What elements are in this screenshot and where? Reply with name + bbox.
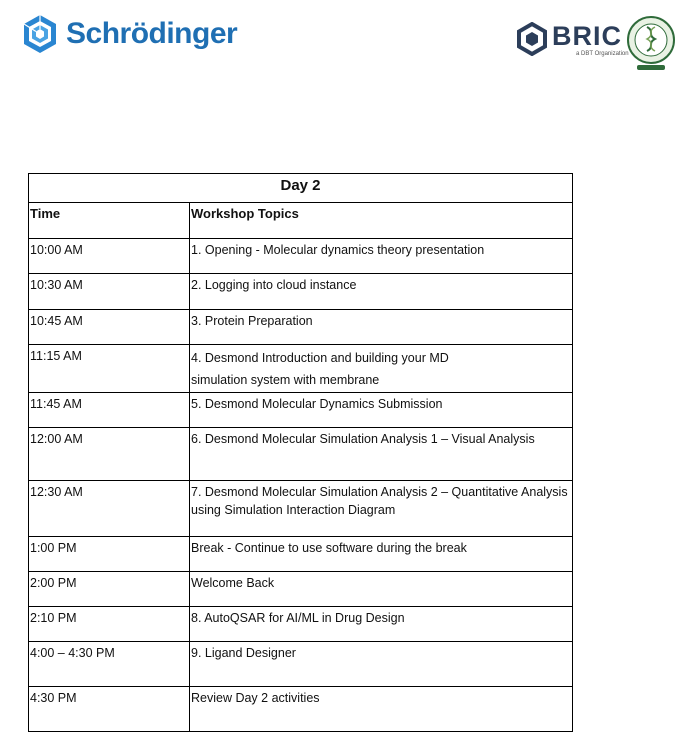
topic-cell: 8. AutoQSAR for AI/ML in Drug Design <box>190 607 573 642</box>
day-2-schedule-table <box>28 173 573 732</box>
time-cell: 12:00 AM <box>29 428 190 481</box>
institute-seal-icon <box>627 13 675 73</box>
table-row <box>29 642 573 687</box>
table-row <box>29 481 573 537</box>
table-row <box>29 537 573 572</box>
schrodinger-hexagon-icon <box>22 14 58 54</box>
topic-cell: 2. Logging into cloud instance <box>190 274 573 310</box>
time-cell: 2:10 PM <box>29 607 190 642</box>
table-header-row <box>29 203 573 239</box>
table-row <box>29 274 573 310</box>
schrodinger-logo <box>22 14 237 54</box>
time-cell: 1:00 PM <box>29 537 190 572</box>
table-row <box>29 345 573 393</box>
topic-cell: Welcome Back <box>190 572 573 607</box>
topic-cell: 4. Desmond Introduction and building your MD simulation system with membrane <box>190 345 573 393</box>
bric-logo <box>516 22 629 58</box>
bric-subtitle: a DBT Organization <box>576 51 629 57</box>
time-cell: 11:45 AM <box>29 393 190 428</box>
day-title: Day 2 <box>29 174 573 203</box>
bric-wordmark: BRIC <box>552 21 622 51</box>
time-cell: 4:00 – 4:30 PM <box>29 642 190 687</box>
topic-cell: Review Day 2 activities <box>190 687 573 732</box>
topic-cell: 7. Desmond Molecular Simulation Analysis 2 – Quantitative Analysis using Simulation Interaction Diagram <box>190 481 573 537</box>
schrodinger-wordmark: Schrödinger <box>66 17 238 50</box>
table-row <box>29 393 573 428</box>
time-cell: 10:45 AM <box>29 310 190 345</box>
time-cell: 10:00 AM <box>29 239 190 274</box>
topics-column-header: Workshop Topics <box>190 203 573 239</box>
table-row <box>29 310 573 345</box>
topic-cell: 5. Desmond Molecular Dynamics Submission <box>190 393 573 428</box>
topic-cell: Break - Continue to use software during the break <box>190 537 573 572</box>
topic-cell: 6. Desmond Molecular Simulation Analysis 1 – Visual Analysis <box>190 428 573 481</box>
table-row <box>29 607 573 642</box>
time-cell: 2:00 PM <box>29 572 190 607</box>
time-cell: 12:30 AM <box>29 481 190 537</box>
table-row <box>29 572 573 607</box>
time-column-header: Time <box>29 203 190 239</box>
table-row <box>29 239 573 274</box>
page-header <box>0 0 695 90</box>
topic-cell: 9. Ligand Designer <box>190 642 573 687</box>
topic-cell: 3. Protein Preparation <box>190 310 573 345</box>
topic-cell: 1. Opening - Molecular dynamics theory presentation <box>190 239 573 274</box>
bric-hexagon-icon <box>516 22 548 56</box>
time-cell: 11:15 AM <box>29 345 190 393</box>
table-row <box>29 687 573 732</box>
time-cell: 4:30 PM <box>29 687 190 732</box>
table-title-row <box>29 174 573 203</box>
time-cell: 10:30 AM <box>29 274 190 310</box>
table-row <box>29 428 573 481</box>
